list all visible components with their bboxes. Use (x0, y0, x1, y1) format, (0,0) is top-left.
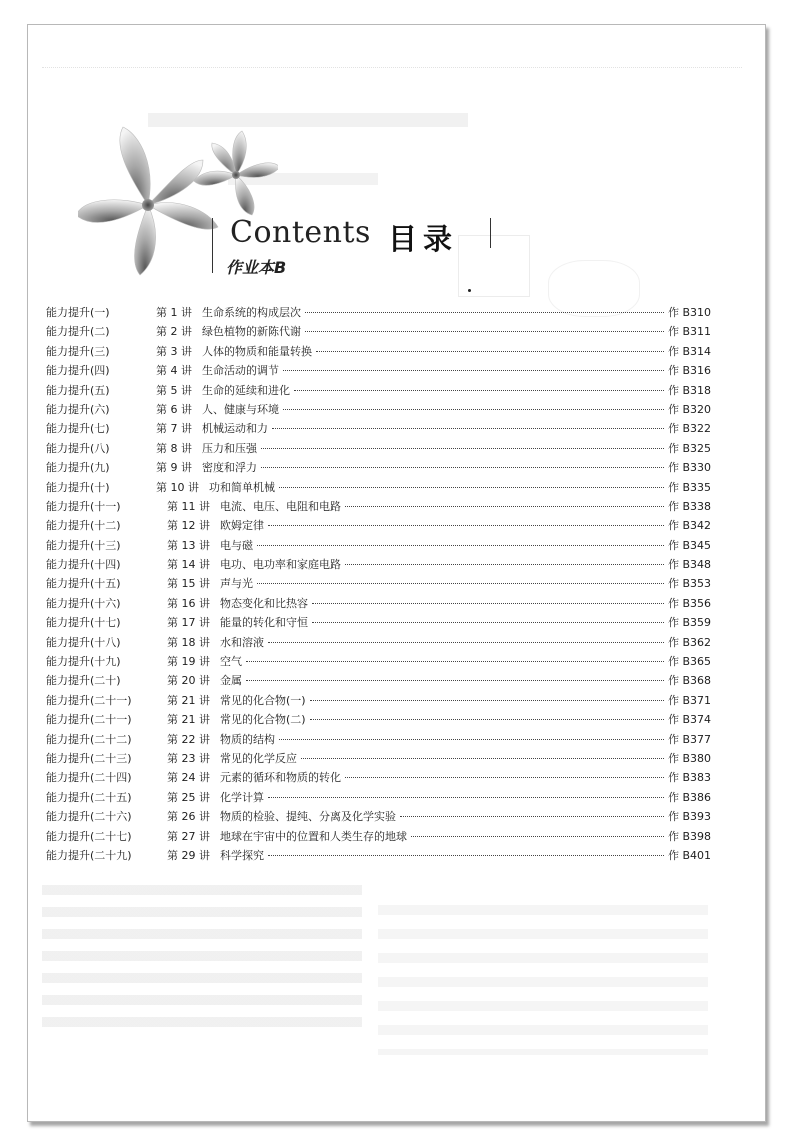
toc-topic: 人体的物质和能量转换 (202, 344, 312, 358)
toc-page: 作 B377 (667, 732, 711, 746)
toc-unit: 能力提升(十二) (46, 519, 121, 533)
toc-dot-leader (305, 312, 664, 313)
toc-row[interactable] (46, 847, 711, 866)
toc-lecture: 第 1 讲 (156, 306, 192, 319)
toc-dot-leader (279, 739, 664, 740)
toc-lecture: 第 21 讲 (167, 713, 210, 727)
toc-dot-leader (268, 642, 664, 643)
toc-page: 作 B348 (667, 558, 711, 572)
toc-page: 作 B359 (667, 616, 711, 630)
title-chinese: 目录 (388, 222, 459, 256)
header-divider-left (212, 218, 213, 273)
toc-dot-leader (261, 448, 664, 449)
toc-unit: 能力提升(二十) (46, 674, 121, 688)
toc-dot-leader (246, 680, 664, 681)
toc-page: 作 B365 (667, 655, 711, 669)
toc-row[interactable] (46, 672, 711, 691)
toc-row[interactable] (46, 769, 711, 788)
toc-topic: 科学探究 (220, 848, 264, 862)
toc-page: 作 B330 (667, 461, 711, 475)
toc-row[interactable] (46, 789, 711, 808)
table-of-contents (46, 304, 711, 866)
title-english: Contents (230, 215, 371, 250)
toc-page: 作 B368 (667, 674, 711, 688)
toc-dot-leader (312, 603, 664, 604)
toc-dot-leader (310, 700, 664, 701)
toc-row[interactable] (46, 479, 711, 498)
toc-lecture: 第 5 讲 (156, 383, 192, 397)
toc-row[interactable] (46, 343, 711, 362)
toc-unit: 能力提升(一) (46, 306, 110, 319)
toc-unit: 能力提升(二十五) (46, 790, 132, 804)
document-page (27, 24, 766, 1122)
toc-unit: 能力提升(十一) (46, 499, 121, 513)
toc-row[interactable] (46, 634, 711, 653)
toc-dot-leader (257, 545, 664, 546)
toc-topic: 生命的延续和进化 (202, 383, 290, 397)
toc-unit: 能力提升(八) (46, 441, 110, 455)
toc-unit: 能力提升(三) (46, 344, 110, 358)
toc-unit: 能力提升(六) (46, 402, 110, 416)
toc-lecture: 第 10 讲 (156, 480, 199, 494)
toc-unit: 能力提升(十三) (46, 538, 121, 552)
toc-unit: 能力提升(七) (46, 422, 110, 436)
toc-lecture: 第 14 讲 (167, 558, 210, 572)
toc-row[interactable] (46, 537, 711, 556)
toc-lecture: 第 18 讲 (167, 635, 210, 649)
toc-unit: 能力提升(二十二) (46, 732, 132, 746)
toc-dot-leader (305, 331, 664, 332)
toc-lecture: 第 20 讲 (167, 674, 210, 688)
toc-page: 作 B401 (667, 848, 711, 862)
toc-lecture: 第 13 讲 (167, 538, 210, 552)
toc-row[interactable] (46, 382, 711, 401)
toc-dot-leader (246, 661, 664, 662)
toc-row[interactable] (46, 828, 711, 847)
toc-lecture: 第 17 讲 (167, 616, 210, 630)
toc-topic: 常见的化学反应 (220, 751, 297, 765)
toc-lecture: 第 25 讲 (167, 790, 210, 804)
toc-unit: 能力提升(二) (46, 325, 110, 339)
toc-page: 作 B322 (667, 422, 711, 436)
toc-topic: 电与磁 (220, 538, 253, 552)
toc-unit: 能力提升(十五) (46, 577, 121, 591)
toc-topic: 绿色植物的新陈代谢 (202, 325, 301, 339)
toc-page: 作 B353 (667, 577, 711, 591)
toc-topic: 水和溶液 (220, 635, 264, 649)
toc-page: 作 B345 (667, 538, 711, 552)
toc-lecture: 第 29 讲 (167, 848, 210, 862)
toc-lecture: 第 4 讲 (156, 364, 192, 378)
toc-dot-leader (312, 622, 664, 623)
toc-dot-leader (411, 836, 664, 837)
toc-unit: 能力提升(五) (46, 383, 110, 397)
toc-unit: 能力提升(四) (46, 364, 110, 378)
toc-unit: 能力提升(二十六) (46, 810, 132, 824)
toc-row[interactable] (46, 440, 711, 459)
toc-dot-leader (345, 777, 664, 778)
toc-dot-leader (301, 758, 664, 759)
toc-row[interactable] (46, 711, 711, 730)
toc-topic: 压力和压强 (202, 441, 257, 455)
toc-row[interactable] (46, 731, 711, 750)
toc-dot-leader (268, 525, 664, 526)
toc-row[interactable] (46, 653, 711, 672)
toc-page: 作 B386 (667, 790, 711, 804)
toc-row[interactable] (46, 517, 711, 536)
toc-unit: 能力提升(十六) (46, 596, 121, 610)
toc-page: 作 B342 (667, 519, 711, 533)
toc-row[interactable] (46, 362, 711, 381)
toc-topic: 物质的结构 (220, 732, 275, 746)
toc-lecture: 第 23 讲 (167, 751, 210, 765)
toc-unit: 能力提升(二十三) (46, 751, 132, 765)
toc-row[interactable] (46, 420, 711, 439)
toc-topic: 生命活动的调节 (202, 364, 279, 378)
toc-topic: 电功、电功率和家庭电路 (220, 558, 341, 572)
toc-row[interactable] (46, 304, 711, 323)
toc-page: 作 B393 (667, 810, 711, 824)
toc-dot-leader (316, 351, 664, 352)
toc-dot-leader (261, 467, 664, 468)
toc-unit: 能力提升(九) (46, 461, 110, 475)
toc-unit: 能力提升(二十一) (46, 693, 132, 707)
toc-page: 作 B325 (667, 441, 711, 455)
toc-lecture: 第 15 讲 (167, 577, 210, 591)
toc-unit: 能力提升(十八) (46, 635, 121, 649)
toc-topic: 欧姆定律 (220, 519, 264, 533)
toc-row[interactable] (46, 692, 711, 711)
toc-lecture: 第 27 讲 (167, 829, 210, 843)
toc-dot-leader (345, 564, 664, 565)
toc-unit: 能力提升(二十九) (46, 848, 132, 862)
toc-topic: 人、健康与环境 (202, 402, 279, 416)
toc-topic: 物态变化和比热容 (220, 596, 308, 610)
toc-page: 作 B371 (667, 693, 711, 707)
toc-topic: 地球在宇宙中的位置和人类生存的地球 (220, 829, 407, 843)
toc-lecture: 第 6 讲 (156, 402, 192, 416)
toc-lecture: 第 9 讲 (156, 461, 192, 475)
toc-dot-leader (257, 583, 664, 584)
toc-unit: 能力提升(十) (46, 480, 110, 494)
toc-topic: 空气 (220, 655, 242, 669)
toc-topic: 功和简单机械 (209, 480, 275, 494)
toc-lecture: 第 24 讲 (167, 771, 210, 785)
toc-topic: 机械运动和力 (202, 422, 268, 436)
toc-topic: 常见的化合物(一) (220, 693, 306, 707)
toc-page: 作 B398 (667, 829, 711, 843)
toc-topic: 化学计算 (220, 790, 264, 804)
toc-page: 作 B362 (667, 635, 711, 649)
toc-lecture: 第 16 讲 (167, 596, 210, 610)
toc-row[interactable] (46, 808, 711, 827)
toc-page: 作 B316 (667, 364, 711, 378)
toc-lecture: 第 2 讲 (156, 325, 192, 339)
toc-lecture: 第 11 讲 (167, 499, 210, 513)
header-divider-right (490, 218, 491, 248)
toc-topic: 物质的检验、提纯、分离及化学实验 (220, 810, 396, 824)
toc-topic: 元素的循环和物质的转化 (220, 771, 341, 785)
toc-unit: 能力提升(十九) (46, 655, 121, 669)
toc-lecture: 第 3 讲 (156, 344, 192, 358)
toc-row[interactable] (46, 556, 711, 575)
toc-topic: 密度和浮力 (202, 461, 257, 475)
toc-lecture: 第 22 讲 (167, 732, 210, 746)
toc-row[interactable] (46, 575, 711, 594)
toc-page: 作 B320 (667, 402, 711, 416)
flower-decoration-icon (78, 117, 278, 277)
decorative-dot (468, 289, 471, 292)
toc-topic: 常见的化合物(二) (220, 713, 306, 727)
toc-dot-leader (310, 719, 664, 720)
toc-topic: 生命系统的构成层次 (202, 306, 301, 319)
toc-unit: 能力提升(十七) (46, 616, 121, 630)
toc-unit: 能力提升(二十七) (46, 829, 132, 843)
toc-unit: 能力提升(二十一) (46, 713, 132, 727)
toc-lecture: 第 19 讲 (167, 655, 210, 669)
toc-dot-leader (400, 816, 664, 817)
toc-dot-leader (279, 487, 664, 488)
toc-dot-leader (294, 390, 664, 391)
toc-row[interactable] (46, 459, 711, 478)
toc-lecture: 第 7 讲 (156, 422, 192, 436)
toc-dot-leader (272, 428, 664, 429)
toc-dot-leader (268, 855, 664, 856)
toc-page: 作 B338 (667, 499, 711, 513)
toc-dot-leader (283, 409, 664, 410)
toc-unit: 能力提升(二十四) (46, 771, 132, 785)
toc-lecture: 第 21 讲 (167, 693, 210, 707)
toc-page: 作 B356 (667, 596, 711, 610)
toc-lecture: 第 26 讲 (167, 810, 210, 824)
toc-topic: 声与光 (220, 577, 253, 591)
subtitle-workbook: 作业本B (226, 258, 287, 277)
toc-page: 作 B383 (667, 771, 711, 785)
toc-page: 作 B314 (667, 344, 711, 358)
toc-row[interactable] (46, 323, 711, 342)
toc-page: 作 B311 (667, 325, 711, 339)
toc-topic: 能量的转化和守恒 (220, 616, 308, 630)
toc-lecture: 第 12 讲 (167, 519, 210, 533)
toc-page: 作 B310 (667, 306, 711, 319)
toc-row[interactable] (46, 614, 711, 633)
toc-dot-leader (345, 506, 664, 507)
toc-row[interactable] (46, 401, 711, 420)
toc-page: 作 B380 (667, 751, 711, 765)
toc-row[interactable] (46, 595, 711, 614)
toc-dot-leader (268, 797, 664, 798)
toc-page: 作 B335 (667, 480, 711, 494)
toc-topic: 金属 (220, 674, 242, 688)
toc-page: 作 B318 (667, 383, 711, 397)
toc-unit: 能力提升(十四) (46, 558, 121, 572)
toc-lecture: 第 8 讲 (156, 441, 192, 455)
toc-row[interactable] (46, 750, 711, 769)
toc-page: 作 B374 (667, 713, 711, 727)
toc-topic: 电流、电压、电阻和电路 (220, 499, 341, 513)
toc-dot-leader (283, 370, 664, 371)
toc-row[interactable] (46, 498, 711, 517)
